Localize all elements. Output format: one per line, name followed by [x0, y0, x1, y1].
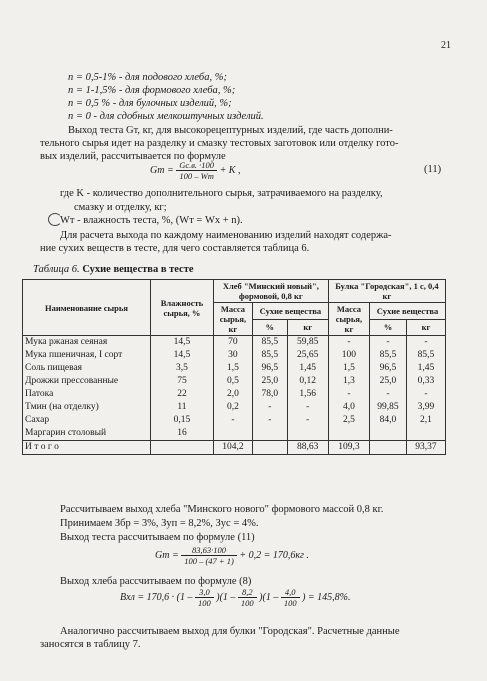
ingredient-name: Мука пшеничная, I сорт — [23, 349, 151, 362]
table-cell: 2,1 — [406, 414, 445, 427]
table-cell — [370, 427, 407, 441]
where-line-3: Wт - влажность теста, %, (Wт = Wх + n). — [60, 215, 243, 226]
table-cell: 104,2 — [213, 441, 252, 455]
paragraph-1-line-3: вых изделий, рассчитывается по формуле — [40, 151, 226, 162]
table-row — [23, 336, 446, 350]
table-cell: 22 — [150, 388, 213, 401]
table-cell: 11 — [150, 401, 213, 414]
table-cell: 78,0 — [252, 388, 287, 401]
header-dry-1: Сухие вещества — [252, 303, 328, 320]
equation-number: (11) — [424, 164, 442, 175]
table-row — [23, 414, 446, 427]
table-cell: 0,15 — [150, 414, 213, 427]
table-cell — [150, 441, 213, 455]
table-cell: 109,3 — [328, 441, 369, 455]
table-cell: - — [370, 336, 407, 350]
table-row — [23, 388, 446, 401]
calc-line-4: Выход хлеба рассчитываем по формуле (8) — [60, 576, 252, 587]
table-cell: 75 — [150, 375, 213, 388]
table-cell: 0,2 — [213, 401, 252, 414]
table-cell: 1,3 — [328, 375, 369, 388]
table-cell: - — [213, 414, 252, 427]
table-cell: 96,5 — [370, 362, 407, 375]
table-cell: 100 — [328, 349, 369, 362]
table-cell: 2,5 — [328, 414, 369, 427]
table-caption — [33, 264, 194, 275]
n-line-4: n = 0 - для сдобных мелкоштучных изделий. — [68, 111, 264, 122]
table-cell: 25,65 — [287, 349, 328, 362]
table-cell: - — [328, 336, 369, 350]
formula-vxl: Bхл = 170,6 · (1 – $\frac{3,0}{100}$ )(1 – $\frac{8,2}{100}$ )(1 – $\frac{4,0}{100}$ ) = 145,8%. — [120, 587, 351, 608]
table-cell: 99,85 — [370, 401, 407, 414]
calc-line-2: Принимаем Збр = 3%, Зуп = 8,2%, Зус = 4%. — [60, 518, 259, 529]
table-cell — [287, 427, 328, 441]
ingredient-name: Мука ржаная сеяная — [23, 336, 151, 350]
ingredient-name: Дрожжи прессованные — [23, 375, 151, 388]
table-cell: 30 — [213, 349, 252, 362]
table-cell: 25,0 — [252, 375, 287, 388]
table-cell: 16 — [150, 427, 213, 441]
ingredient-name: Маргарин столовый — [23, 427, 151, 441]
table-cell: 85,5 — [252, 349, 287, 362]
table-cell: 88,63 — [287, 441, 328, 455]
header-name: Наименование сырья — [23, 280, 151, 336]
header-kg-2: кг — [406, 319, 445, 336]
table-cell: - — [406, 388, 445, 401]
paragraph-2-line-2: ние сухих веществ в тесте, для чего составляется таблица 6. — [40, 243, 310, 254]
table-cell: 85,5 — [252, 336, 287, 350]
table-cell — [370, 441, 407, 455]
table-cell: 85,5 — [370, 349, 407, 362]
n-line-3: n = 0,5 % - для булочных изделий, %; — [68, 98, 232, 109]
table-cell: 1,5 — [328, 362, 369, 375]
dry-matter-table — [22, 279, 446, 455]
table-cell: - — [252, 414, 287, 427]
table-cell — [252, 427, 287, 441]
table-label: Таблица 6. — [33, 264, 80, 275]
paragraph-2-line-1: Для расчета выхода по каждому наименованию изделий находят содержа- — [60, 230, 392, 241]
table-cell: 0,33 — [406, 375, 445, 388]
table-row — [23, 349, 446, 362]
table-title: Сухие вещества в тесте — [82, 264, 194, 275]
table-cell: 70 — [213, 336, 252, 350]
table-cell: - — [370, 388, 407, 401]
table-cell: - — [287, 401, 328, 414]
header-mass-1: Масса сырья, кг — [213, 303, 252, 336]
table-cell: 14,5 — [150, 336, 213, 350]
table-row — [23, 401, 446, 414]
header-pct-2: % — [370, 319, 407, 336]
table-cell: 1,56 — [287, 388, 328, 401]
where-line-1: где K - количество дополнительного сырья, затрачиваемого на разделку, — [60, 188, 383, 199]
header-kg-1: кг — [287, 319, 328, 336]
ingredient-name: Сахар — [23, 414, 151, 427]
table-row — [23, 375, 446, 388]
table-cell: 2,0 — [213, 388, 252, 401]
header-mass-2: Масса сырья, кг — [328, 303, 369, 336]
table-cell: 1,45 — [406, 362, 445, 375]
table-cell: - — [406, 336, 445, 350]
table-cell: 84,0 — [370, 414, 407, 427]
ingredient-name: Тмин (на отделку) — [23, 401, 151, 414]
where-line-2: смазку и отделку, кг; — [74, 202, 167, 213]
table-cell: 1,5 — [213, 362, 252, 375]
table-cell: 96,5 — [252, 362, 287, 375]
calc-line-1: Рассчитываем выход хлеба "Минского нового" формового массой 0,8 кг. — [60, 504, 384, 515]
header-moisture: Влажность сырья, % — [150, 280, 213, 336]
header-pct-1: % — [252, 319, 287, 336]
table-cell: 0,5 — [213, 375, 252, 388]
n-line-2: n = 1-1,5% - для формового хлеба, %; — [68, 85, 236, 96]
table-cell: 1,45 — [287, 362, 328, 375]
table-cell — [252, 441, 287, 455]
table-cell: 3,99 — [406, 401, 445, 414]
header-dry-2: Сухие вещества — [370, 303, 446, 320]
paragraph-1-line-1: Выход теста Gт, кг, для высокорецептурных изделий, где часть дополни- — [68, 125, 393, 136]
table-cell: - — [252, 401, 287, 414]
n-line-1: n = 0,5-1% - для подового хлеба, %; — [68, 72, 227, 83]
ingredient-name: Патока — [23, 388, 151, 401]
total-label: И т о г о — [23, 441, 151, 455]
page-number: 21 — [441, 40, 451, 51]
formula-11: Gт = $\frac{Gс.в. \cdot 100}{100 - Wт}$ + K , — [150, 160, 241, 181]
table-row — [23, 362, 446, 375]
table-cell: - — [287, 414, 328, 427]
table-cell: 3,5 — [150, 362, 213, 375]
table-cell — [328, 427, 369, 441]
table-cell: 4,0 — [328, 401, 369, 414]
table-cell: 25,0 — [370, 375, 407, 388]
table-cell — [213, 427, 252, 441]
table-cell: 59,85 — [287, 336, 328, 350]
header-bread-minsky: Хлеб "Минский новый", формовой, 0,8 кг — [213, 280, 328, 303]
closing-line-2: заносятся в таблицу 7. — [40, 639, 141, 650]
paragraph-1-line-2: тельного сырья идет на разделку и смазку тестовых заготовок или отделку гото- — [40, 138, 399, 149]
table-cell: 0,12 — [287, 375, 328, 388]
table-total-row — [23, 441, 446, 455]
table-row — [23, 427, 446, 441]
table-cell: - — [328, 388, 369, 401]
closing-line-1: Аналогично рассчитываем выход для булки "Городская". Расчетные данные — [60, 626, 400, 637]
table-cell — [406, 427, 445, 441]
ingredient-name: Соль пищевая — [23, 362, 151, 375]
header-bread-gorodskaya: Булка "Городская", 1 с, 0,4 кг — [328, 280, 445, 303]
table-cell: 93,37 — [406, 441, 445, 455]
table-cell: 14,5 — [150, 349, 213, 362]
formula-gm: Gm = $\frac{83,63\cdot 100}{100 - (47 + 1)}$ + 0,2 = 170,6кг . — [155, 545, 309, 566]
calc-line-3: Выход теста рассчитываем по формуле (11) — [60, 532, 255, 543]
table-cell: 85,5 — [406, 349, 445, 362]
